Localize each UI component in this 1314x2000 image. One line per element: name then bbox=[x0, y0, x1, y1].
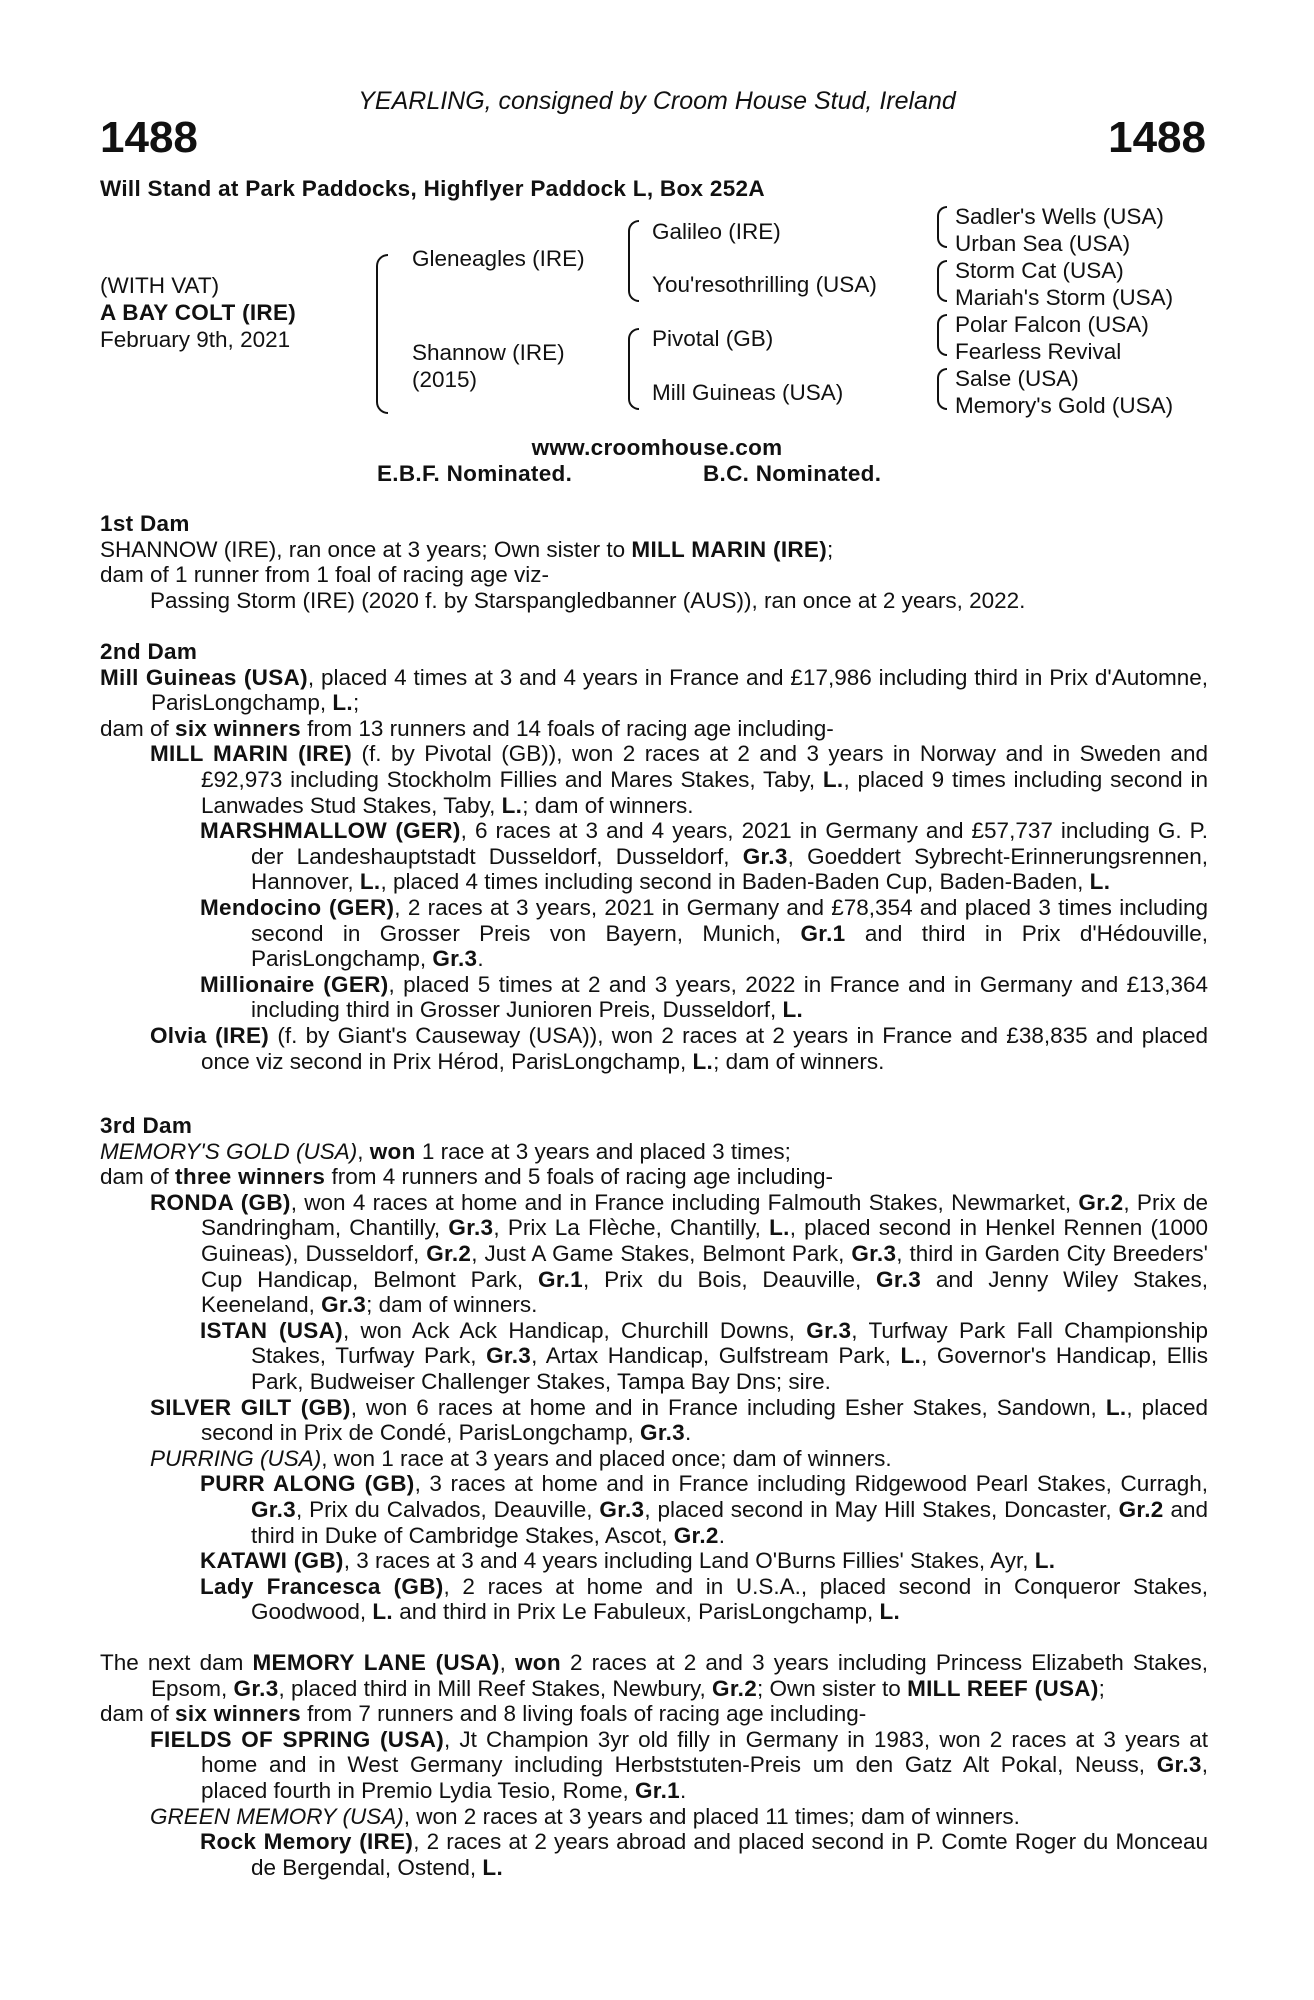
next-dam-record: The next dam MEMORY LANE (USA), won 2 races at 2 and 3 years including Princess Elizabeth Stakes, Epsom, Gr.3, placed third in Mill Reef Stakes, Newbury, Gr.2; Own sister to MILL REEF (USA); bbox=[100, 1650, 1208, 1701]
pedigree-g3-7: Salse (USA) bbox=[955, 366, 1079, 391]
produce-purring: PURRING (USA), won 1 race at 3 years and placed once; dam of winners. bbox=[150, 1445, 892, 1471]
pedigree-g3-2: Urban Sea (USA) bbox=[955, 231, 1131, 256]
pedigree-brace-dam bbox=[628, 328, 639, 410]
bc-nominated: B.C. Nominated. bbox=[703, 461, 882, 486]
second-dam-record: Mill Guineas (USA), placed 4 times at 3 and 4 years in France and £17,986 including third in Prix d'Automne, ParisLongchamp, L.; bbox=[100, 664, 1208, 716]
pedigree-g3-4: Mariah's Storm (USA) bbox=[955, 285, 1174, 310]
next-dam-produce-summary: dam of six winners from 7 runners and 8 living foals of racing age including- bbox=[100, 1701, 867, 1727]
pedigree-dam-year: (2015) bbox=[412, 367, 478, 392]
pedigree-dam-dam: Mill Guineas (USA) bbox=[652, 380, 844, 405]
produce-mill-marin: MILL MARIN (IRE) (f. by Pivotal (GB)), won 2 races at 2 and 3 years in Norway and in Sweden and £92,973 including Stockholm Fillies and Mares Stakes, Taby, L., placed 9 times including second in Lanwades Stud Stakes, Taby, L.; dam of winners. bbox=[150, 741, 1208, 818]
produce-purr-along: PURR ALONG (GB), 3 races at home and in France including Ridgewood Pearl Stakes, Curragh, Gr.3, Prix du Calvados, Deauville, Gr.3, placed second in May Hill Stakes, Doncaster, Gr.2 and third in Duke of Cambridge Stakes, Ascot, Gr.2. bbox=[200, 1471, 1209, 1548]
produce-mendocino: Mendocino (GER), 2 races at 3 years, 2021 in Germany and £78,354 and placed 3 times including second in Grosser Preis von Bayern, Munich, Gr.1 and third in Prix d'Hédouville, ParisLongchamp, Gr.3. bbox=[200, 894, 1209, 972]
first-dam-section bbox=[100, 511, 1208, 613]
produce-ronda: RONDA (GB), won 4 races at home and in France including Falmouth Stakes, Newmarket, Gr.2, Prix de Sandringham, Chantilly, Gr.3, Prix La Flèche, Chantilly, L., placed second in Henkel Rennen (1000 Guineas), Dusseldorf, Gr.2, Just A Game Stakes, Belmont Park, Gr.3, third in Garden City Breeders' Cup Handicap, Belmont Park, Gr.1, Prix du Bois, Deauville, Gr.3 and Jenny Wiley Stakes, Keeneland, Gr.3; dam of winners. bbox=[150, 1189, 1209, 1318]
pedigree-sire-dam: You'resothrilling (USA) bbox=[652, 272, 877, 297]
stable-location: Will Stand at Park Paddocks, Highflyer Paddock L, Box 252A bbox=[100, 176, 765, 201]
pedigree-brace-g3-2 bbox=[937, 260, 947, 302]
pedigree-sire-sire: Galileo (IRE) bbox=[652, 219, 781, 244]
foaling-date: February 9th, 2021 bbox=[100, 327, 291, 352]
pedigree-dam: Shannow (IRE) bbox=[412, 340, 565, 365]
consignment-subtitle: YEARLING, consigned by Croom House Stud, Ireland bbox=[358, 87, 956, 115]
third-dam-section bbox=[100, 1113, 1208, 1625]
second-dam-produce-summary: dam of six winners from 13 runners and 14 foals of racing age including- bbox=[100, 715, 834, 741]
pedigree-brace-g3-3 bbox=[937, 314, 947, 356]
produce-istan: ISTAN (USA), won Ack Ack Handicap, Churchill Downs, Gr.3, Turfway Park Fall Championship Stakes, Turfway Park, Gr.3, Artax Handicap, Gulfstream Park, L., Governor's Handicap, Ellis Park, Budweiser Challenger Stakes, Tampa Bay Dns; sire. bbox=[200, 1317, 1208, 1394]
produce-katawi: KATAWI (GB), 3 races at 3 and 4 years including Land O'Burns Fillies' Stakes, Ayr, L. bbox=[200, 1548, 1056, 1574]
second-dam-section bbox=[100, 639, 1208, 1074]
first-dam-line-2: dam of 1 runner from 1 foal of racing age viz- bbox=[100, 562, 549, 588]
produce-millionaire: Millionaire (GER), placed 5 times at 2 and 3 years, 2022 in France and in Germany and £13,364 including third in Grosser Junioren Preis, Dusseldorf, L. bbox=[200, 971, 1208, 1023]
third-dam-record: MEMORY'S GOLD (USA), won 1 race at 3 years and placed 3 times; bbox=[100, 1138, 791, 1164]
next-dam-section bbox=[100, 1650, 1208, 1880]
pedigree-dam-sire: Pivotal (GB) bbox=[652, 326, 774, 351]
pedigree-g3-3: Storm Cat (USA) bbox=[955, 258, 1124, 283]
pedigree-g3-8: Memory's Gold (USA) bbox=[955, 393, 1174, 418]
horse-name: A BAY COLT (IRE) bbox=[100, 300, 297, 325]
ebf-nominated: E.B.F. Nominated. bbox=[377, 461, 573, 486]
first-dam-produce: Passing Storm (IRE) (2020 f. by Starspangledbanner (AUS)), ran once at 2 years, 2022. bbox=[150, 587, 1026, 613]
pedigree-g3-6: Fearless Revival bbox=[955, 339, 1122, 364]
lot-number-left: 1488 bbox=[100, 113, 198, 162]
pedigree-brace-g3-1 bbox=[937, 206, 947, 248]
produce-marshmallow: MARSHMALLOW (GER), 6 races at 3 and 4 years, 2021 in Germany and £57,737 including G. P. der Landeshauptstadt Dusseldorf, Dusseldorf, Gr.3, Goeddert Sybrecht-Erinnerungsrennen, Hannover, L., placed 4 times including second in Baden-Baden Cup, Baden-Baden, L. bbox=[200, 818, 1209, 895]
pedigree-g3-1: Sadler's Wells (USA) bbox=[955, 204, 1164, 229]
pedigree-g3-5: Polar Falcon (USA) bbox=[955, 312, 1149, 337]
produce-lady-francesca: Lady Francesca (GB), 2 races at home and in U.S.A., placed second in Conqueror Stakes, Goodwood, L. and third in Prix Le Fabuleux, ParisLongchamp, L. bbox=[200, 1573, 1209, 1625]
produce-olvia: Olvia (IRE) (f. by Giant's Causeway (USA)), won 2 races at 2 years in France and £38,835 and placed once viz second in Prix Hérod, ParisLongchamp, L.; dam of winners. bbox=[150, 1022, 1208, 1074]
website-link[interactable]: www.croomhouse.com bbox=[531, 435, 783, 460]
third-dam-produce-summary: dam of three winners from 4 runners and 5 foals of racing age including- bbox=[100, 1164, 834, 1190]
pedigree-brace-main bbox=[376, 254, 388, 414]
pedigree-brace-g3-4 bbox=[937, 368, 947, 410]
pedigree-brace-sire bbox=[628, 220, 639, 302]
pedigree-sire: Gleneagles (IRE) bbox=[412, 246, 585, 271]
vat-note: (WITH VAT) bbox=[100, 273, 220, 298]
second-dam-heading: 2nd Dam bbox=[100, 639, 198, 664]
first-dam-line-1: SHANNOW (IRE), ran once at 3 years; Own sister to MILL MARIN (IRE); bbox=[100, 536, 834, 562]
first-dam-heading: 1st Dam bbox=[100, 511, 190, 536]
third-dam-heading: 3rd Dam bbox=[100, 1113, 193, 1138]
lot-number-right: 1488 bbox=[1108, 113, 1206, 162]
produce-fields-of-spring: FIELDS OF SPRING (USA), Jt Champion 3yr old filly in Germany in 1983, won 2 races at 3 years at home and in West Germany including Herbststuten-Preis um den Gatz Alt Pokal, Neuss, Gr.3, placed fourth in Premio Lydia Tesio, Rome, Gr.1. bbox=[150, 1726, 1208, 1803]
produce-silver-gilt: SILVER GILT (GB), won 6 races at home and in France including Esher Stakes, Sandown, L., placed second in Prix de Condé, ParisLongchamp, Gr.3. bbox=[150, 1394, 1208, 1446]
produce-green-memory: GREEN MEMORY (USA), won 2 races at 3 years and placed 11 times; dam of winners. bbox=[150, 1803, 1020, 1829]
produce-rock-memory: Rock Memory (IRE), 2 races at 2 years abroad and placed second in P. Comte Roger du Monceau de Bergendal, Ostend, L. bbox=[200, 1829, 1209, 1880]
